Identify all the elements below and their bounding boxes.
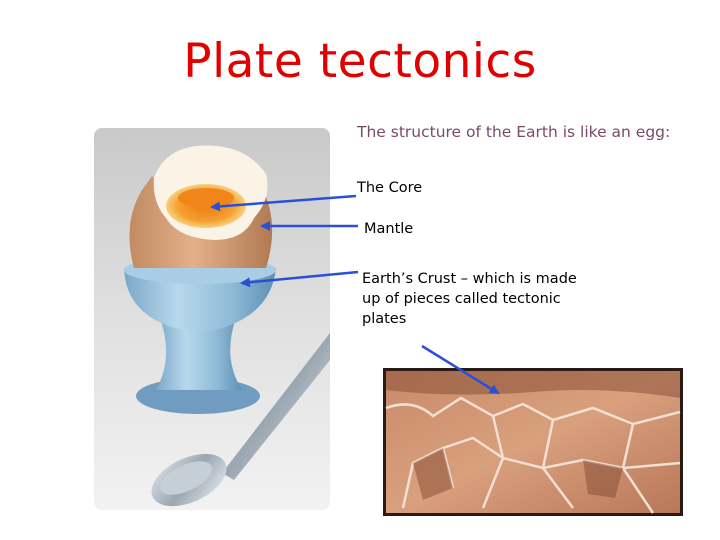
mantle-label: Mantle <box>364 221 414 237</box>
core-arrow <box>212 196 356 207</box>
plates-arrow <box>422 346 498 393</box>
slide-subtitle: The structure of the Earth is like an egg: <box>357 123 671 141</box>
core-label: The Core <box>357 180 423 196</box>
slide-title: Plate tectonics <box>183 34 537 89</box>
crust-label: Earth’s Crust – which is made up of pieces called tectonic plates <box>362 271 577 327</box>
crust-arrow <box>242 272 358 283</box>
